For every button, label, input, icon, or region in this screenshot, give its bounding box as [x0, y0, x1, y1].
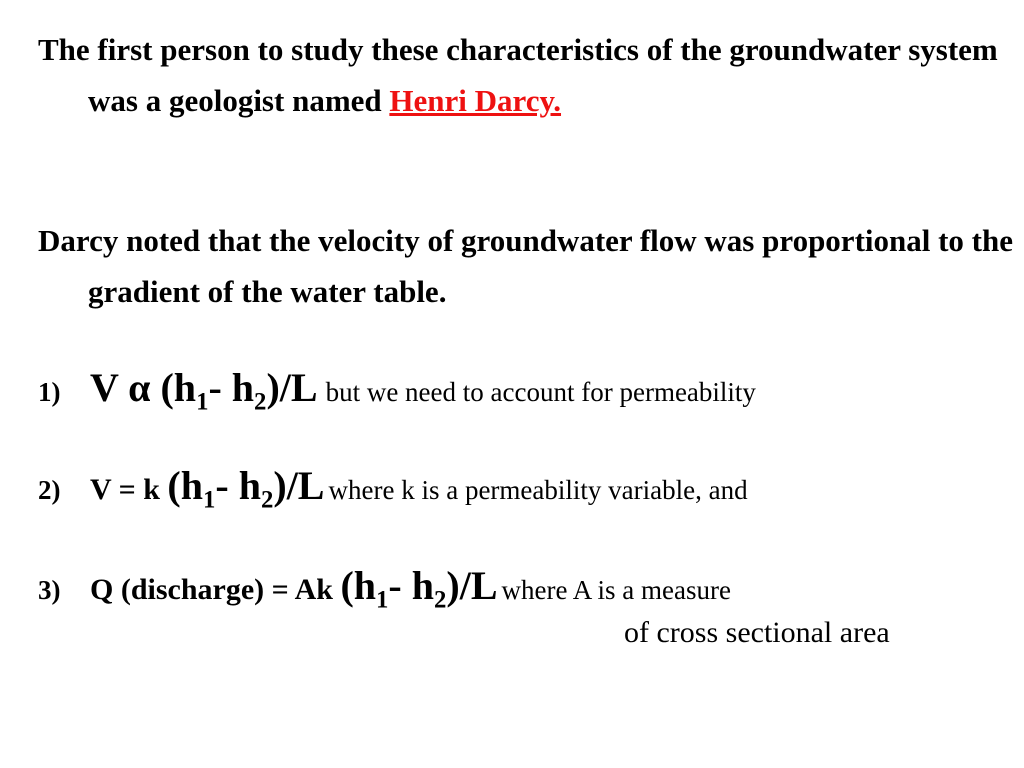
equation-2: [38, 462, 748, 514]
equation-3-note-continued: of cross sectional area: [624, 616, 890, 649]
equation-1-lhs: V α (h: [90, 365, 197, 410]
equation-3-note: where A is a measure: [501, 575, 731, 605]
equation-2-open: (h: [167, 463, 203, 508]
paragraph-darcy-intro: [38, 24, 1024, 126]
equation-2-tail: )/L: [273, 463, 325, 508]
equation-1-formula: [90, 365, 318, 416]
equation-2-minus: - h: [215, 463, 261, 508]
equation-3-number: 3): [38, 575, 61, 605]
equation-1-tail: )/L: [266, 365, 318, 410]
equation-1-minus: - h: [208, 365, 255, 410]
equation-2-number: 2): [38, 475, 61, 505]
equation-1: [38, 364, 756, 416]
equation-2-formula: [167, 463, 325, 514]
equation-3: [38, 562, 731, 614]
equation-1-sub1: 1: [196, 388, 209, 416]
paragraph-darcy-observation-text: Darcy noted that the velocity of groundwater flow was proportional to the gradient of the water table.: [38, 223, 1014, 309]
equation-3-minus: - h: [388, 563, 434, 608]
equation-3-sub1: 1: [376, 586, 389, 614]
equation-2-sub1: 1: [202, 486, 216, 514]
equation-3-sub2: 2: [434, 586, 447, 614]
equation-3-lhs: Q (discharge) = Ak: [90, 573, 341, 606]
henri-darcy-link[interactable]: Henri Darcy.: [389, 83, 562, 118]
equation-3-tail: )/L: [446, 563, 498, 608]
equation-3-open: (h: [340, 563, 377, 608]
equation-3-formula: [340, 563, 498, 614]
paragraph-darcy-observation: [38, 215, 1024, 317]
paragraph-darcy-intro-text: The first person to study these characteristics of the groundwater system was a geologist named: [38, 32, 998, 118]
equation-2-lhs: V = k: [90, 473, 168, 506]
equation-2-note: where k is a permeability variable, and: [328, 475, 748, 505]
equation-1-note: but we need to account for permeability: [325, 377, 756, 407]
equation-1-number: 1): [38, 377, 61, 407]
equation-1-sub2: 2: [254, 388, 267, 416]
equation-2-sub2: 2: [260, 486, 274, 514]
